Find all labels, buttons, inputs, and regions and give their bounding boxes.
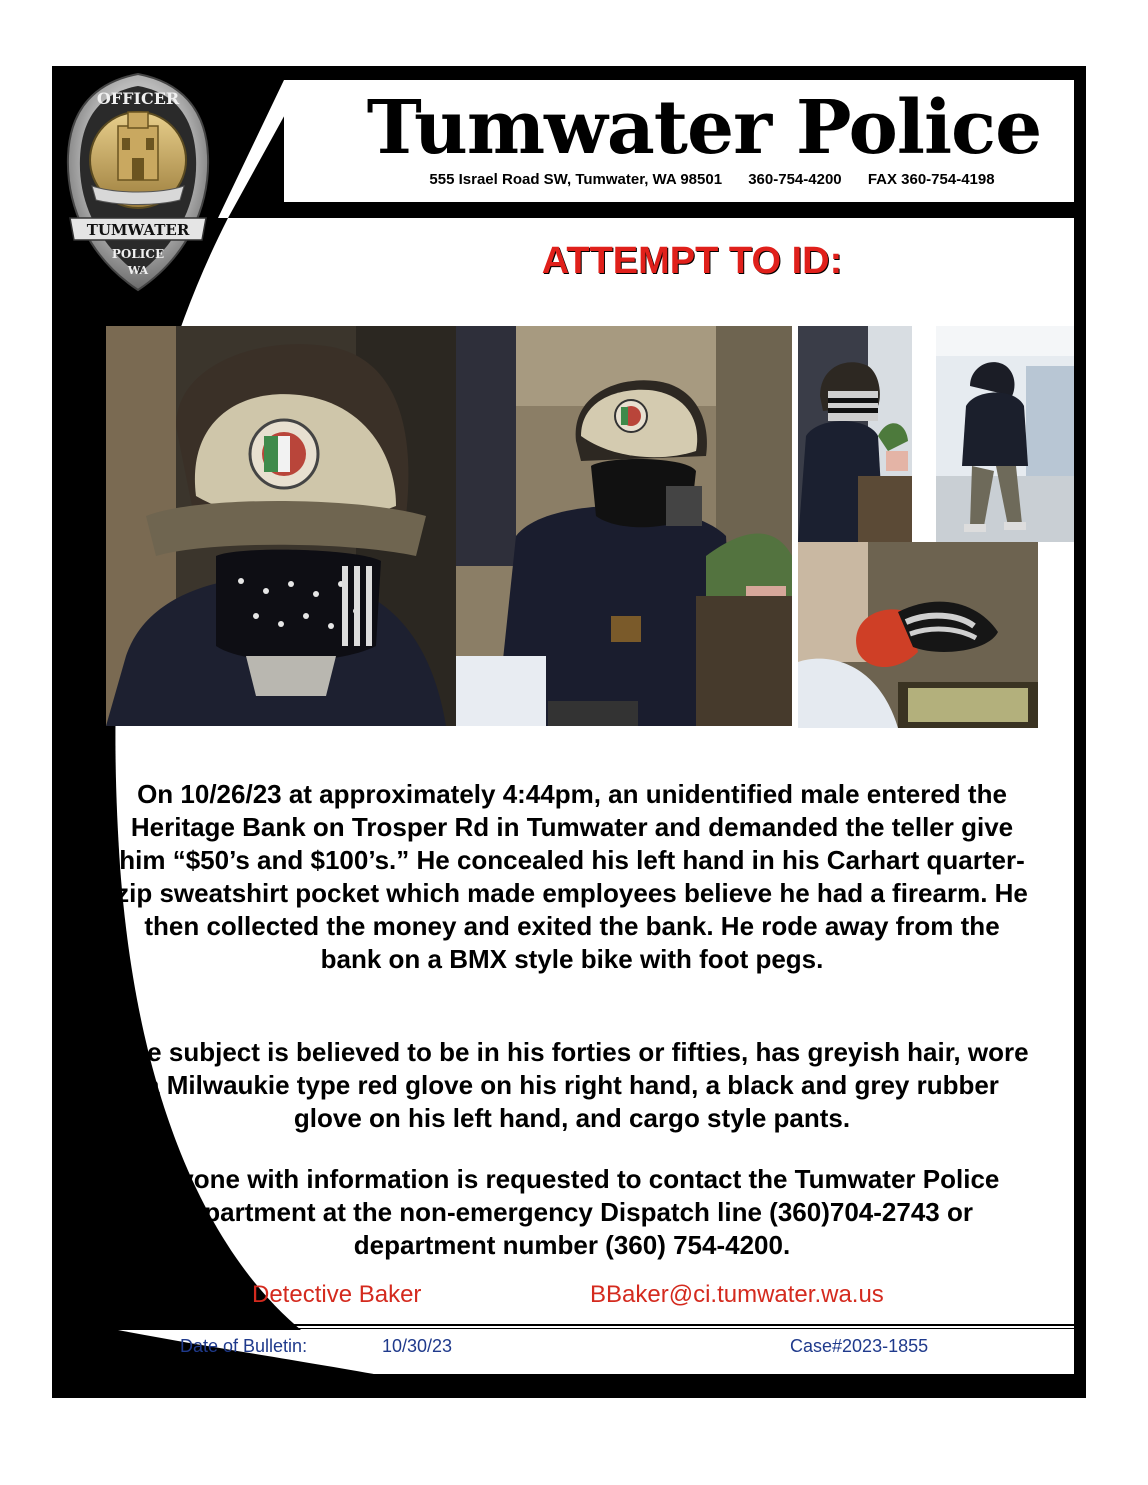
badge-top-text: OFFICER <box>96 89 180 108</box>
case-number: Case#2023-1855 <box>790 1336 929 1356</box>
suspect-photo-rear <box>936 326 1074 542</box>
bulletin-date: 10/30/23 <box>382 1336 453 1356</box>
incident-description: On 10/26/23 at approximately 4:44pm, an unidentified male entered the Heritage Bank on Trosper Rd in Tumwater and demanded the teller give him “$50’s and $100’s.” He concealed his left hand in his Carhart quarter-zip sweatshirt pocket which made employees believe he had a firearm. He then collected the money and exited the bank. He rode away from the bank on a BMX style bike with foot pegs. <box>116 779 1028 974</box>
suspect-photo-side <box>798 326 912 542</box>
suspect-photo-teller <box>456 326 792 726</box>
detective-email[interactable]: BBaker@ci.tumwater.wa.us <box>590 1281 884 1308</box>
contact-info-line <box>342 171 1082 188</box>
bulletin-date-label: Date of Bulletin: <box>180 1336 308 1356</box>
contact-request: Anyone with information is requested to contact the Tumwater Police Department at the non-emergency Dispatch line (360)704-2743 or department number (360) 754-4200. <box>144 1164 1000 1260</box>
bulletin-headline: ATTEMPT TO ID: <box>541 240 843 282</box>
bulletin-frame <box>52 66 1086 1398</box>
department-phone: 360-754-4200 <box>748 171 842 188</box>
badge-banner-text: TUMWATER <box>86 221 190 239</box>
suspect-description: The subject is believed to be in his forties or fifties, has greyish hair, wore a Milwaukie type red glove on his right hand, a black and grey rubber glove on his left hand, and cargo style pants. <box>115 1037 1029 1133</box>
department-title: Tumwater Police <box>366 85 1042 171</box>
detective-name: Detective Baker <box>252 1281 422 1308</box>
suspect-photo-glove <box>798 542 1038 728</box>
badge-bottom-text: POLICE <box>111 247 165 261</box>
badge-state-text: WA <box>127 264 149 277</box>
police-badge-icon <box>56 68 220 296</box>
department-fax: FAX 360-754-4198 <box>867 171 995 188</box>
suspect-photo-closeup <box>106 326 456 726</box>
department-address: 555 Israel Road SW, Tumwater, WA 98501 <box>429 171 723 188</box>
